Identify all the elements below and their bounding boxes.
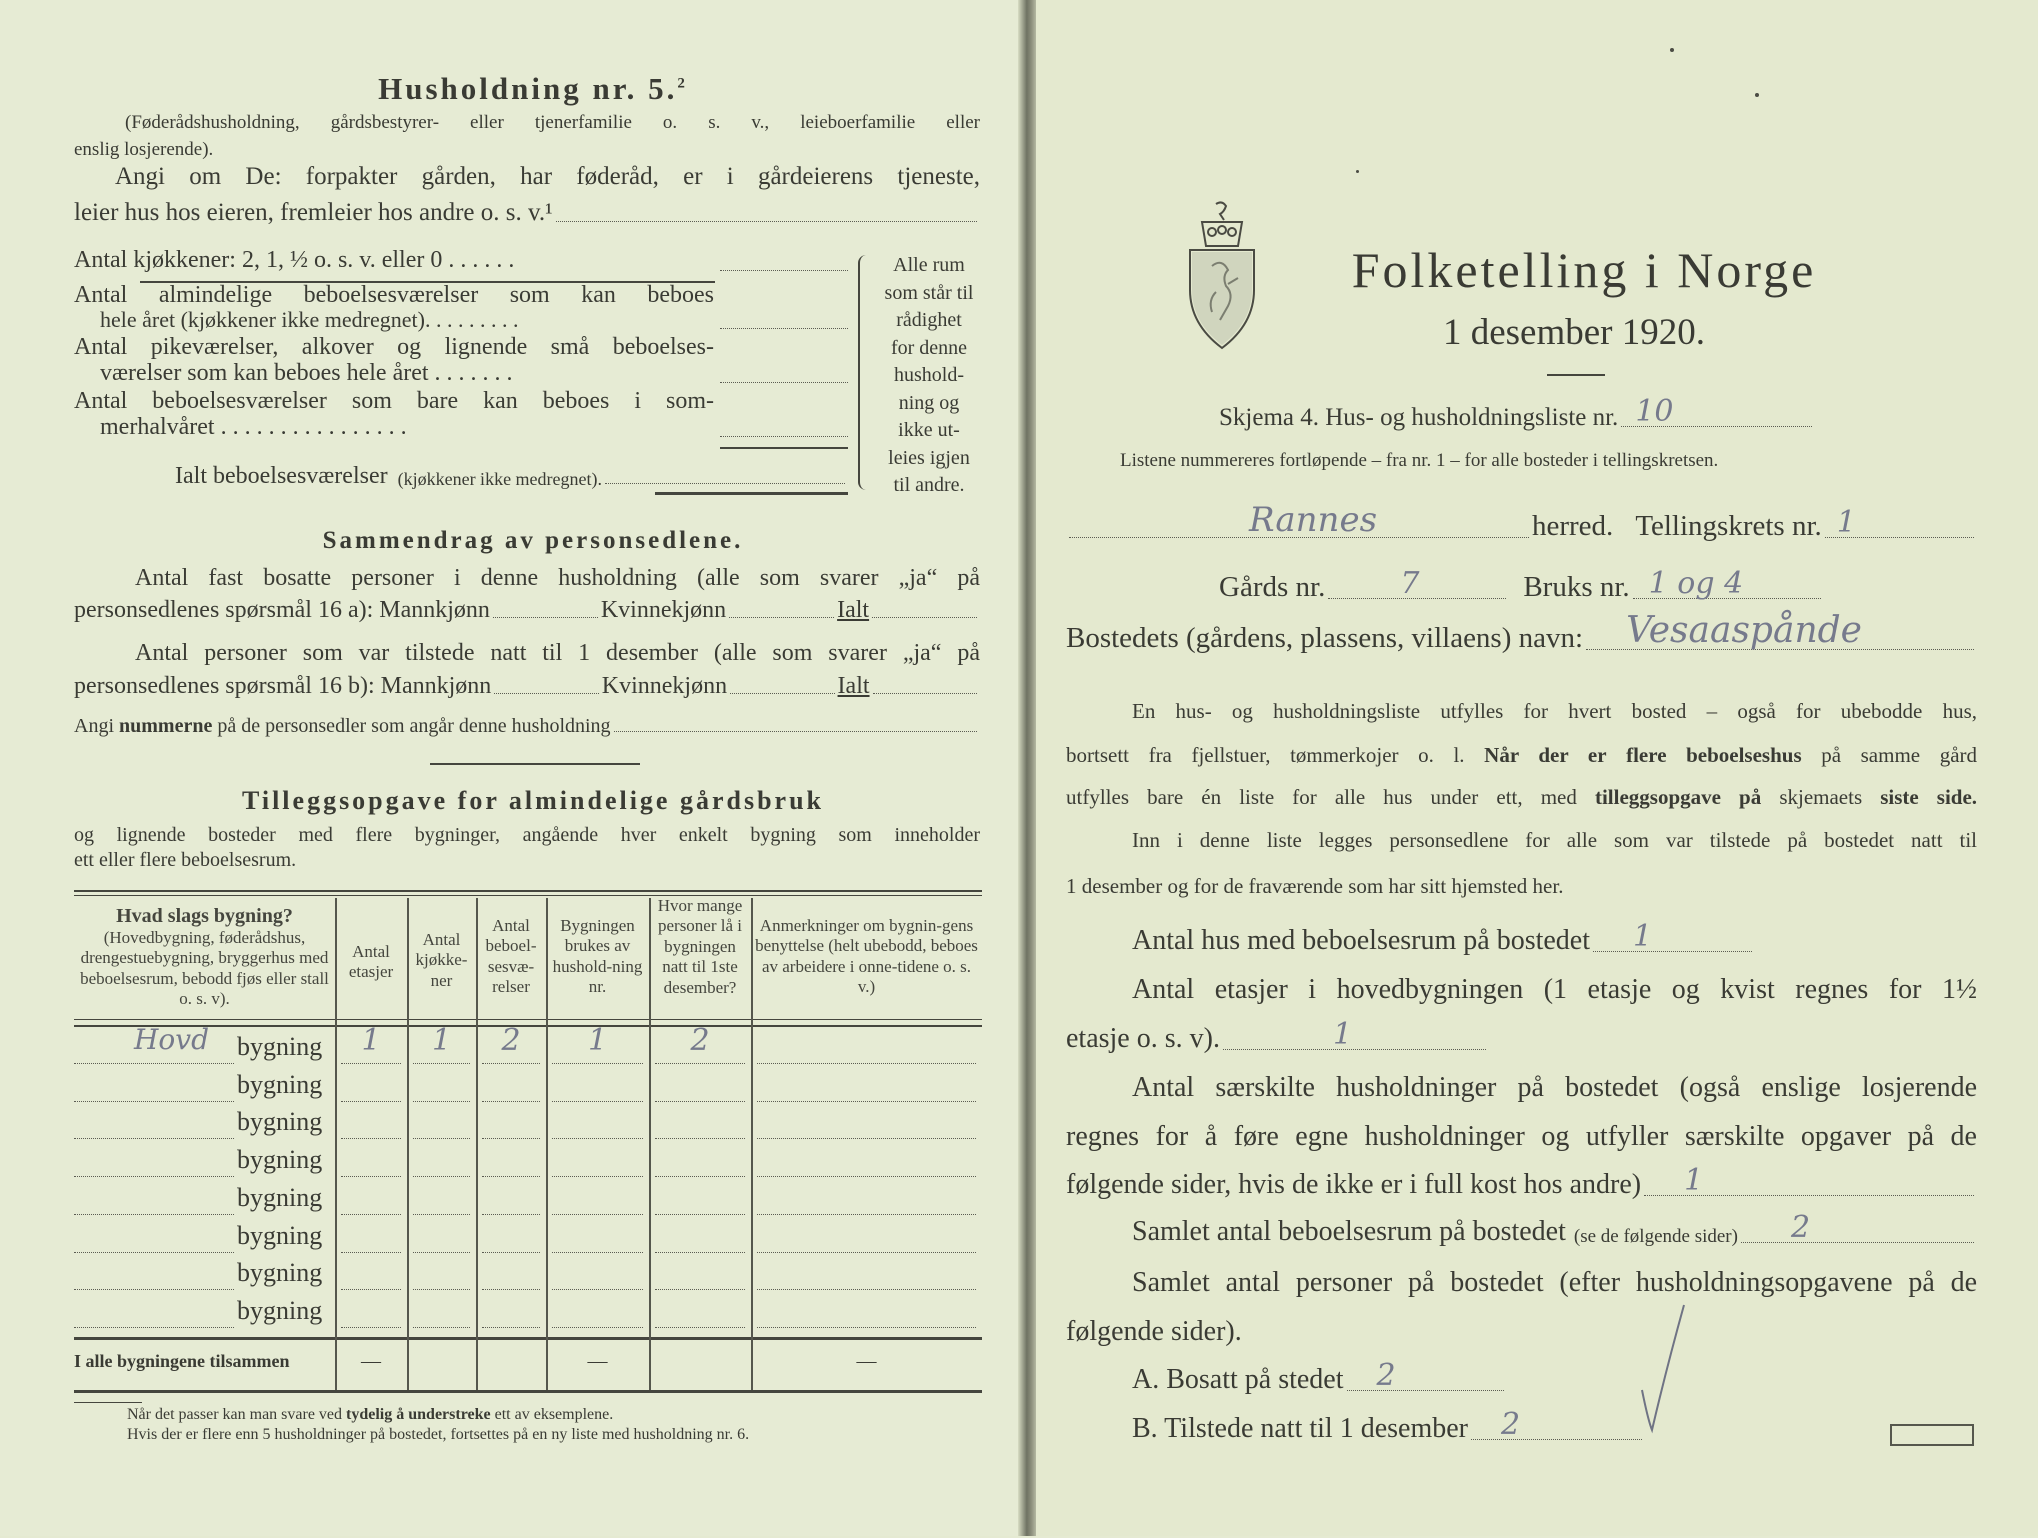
brace-note-line: leies igjen [874, 445, 984, 473]
table-cell-value: 2 [476, 1023, 546, 1538]
summary-b2: personsedlenes spørsmål 16 b): Mannkjønn Kvinnekjønn Ialt [74, 673, 980, 699]
summer-rooms-field[interactable] [720, 436, 848, 437]
resident-total-field[interactable] [872, 616, 977, 618]
brace-note-line: ikke ut- [874, 417, 984, 445]
right-page [1036, 0, 2038, 1536]
column-header: Anmerkninger om bygnin-gens benyttelse (helt ubebodd, beboes av arbeidere i onne-tidene o. s. v.) [754, 916, 979, 998]
table-cell-value [649, 1287, 751, 1538]
row-label: bygning [237, 1146, 322, 1175]
total-rooms-field[interactable] [605, 482, 845, 484]
total-rooms-line: Ialt beboelsesværelser (kjøkkener ikke medregnet). [175, 463, 848, 489]
present-female-field[interactable] [730, 692, 834, 694]
list-number-field[interactable]: 10 [1621, 425, 1812, 427]
rooms-summer-1: Antal beboelsesværelser som bare kan beboes i som- [74, 388, 714, 414]
rooms-ordinary-2: hele året (kjøkkener ikke medregnet). . . . . . . . . [100, 308, 714, 332]
column-header: Antal beboel-sesvæ-relser [479, 916, 543, 998]
footnote-2: Hvis der er flere enn 5 husholdninger på bostedet, fortsettes på en ny liste med husholdning nr. 6. [127, 1426, 749, 1444]
total-cell: — [546, 1350, 649, 1372]
column-header: Antal etasjer [338, 942, 404, 983]
present-total-field[interactable] [873, 692, 977, 694]
census-date: 1 desember 1920. [1374, 313, 1774, 354]
building-type-field[interactable] [74, 1101, 234, 1102]
q-households-2: regnes for å føre egne husholdninger og utfyller særskilte opgaver på de [1066, 1122, 1977, 1153]
q-resident: A. Bosatt på stedet 2 [1132, 1365, 1507, 1396]
houses-field[interactable]: 1 [1593, 950, 1752, 952]
instruction-1: En hus- og husholdningsliste utfylles for hvert bosted – også for ubebodde hus, [1132, 700, 1977, 723]
speck [1356, 170, 1359, 173]
resident-female-field[interactable] [729, 616, 834, 618]
total-cell: — [335, 1350, 407, 1372]
brace-note-line: rådighet [874, 307, 984, 335]
brace-note-line: ning og [874, 390, 984, 418]
bosted-field[interactable]: Vesaaspånde [1586, 648, 1974, 650]
total-cell: — [751, 1350, 982, 1372]
ordinary-rooms-field[interactable] [720, 328, 848, 329]
footnote-1: Når det passer kan man svare ved tydelig å understreke ett av eksemplene. [127, 1406, 613, 1424]
small-rooms-field[interactable] [720, 382, 848, 383]
rooms-field[interactable]: 2 [1741, 1241, 1974, 1243]
column-header: Bygningen brukes av hushold-ning nr. [549, 916, 646, 998]
intro-line-1: (Føderådshusholdning, gårdsbestyrer- eller tjenerfamilie o. s. v., leieboerfamilie eller [125, 113, 980, 134]
supplement-text-2: ett eller flere beboelsesrum. [74, 849, 296, 871]
herred-line: Rannes herred. Tellingskrets nr. 1 [1066, 511, 1977, 543]
gards-field[interactable]: 7 [1328, 597, 1506, 599]
column-header: Antal kjøkke-ner [410, 930, 473, 991]
q-floors-1: Antal etasjer i hovedbygningen (1 etasje og kvist regnes for 1½ [1132, 975, 1977, 1006]
q-persons-1: Samlet antal personer på bostedet (efter husholdningsopgavene på de [1132, 1268, 1977, 1299]
instruction-2: bortsett fra fjellstuer, tømmerkojer o. l. Når der er flere beboelseshus på samme gård [1066, 744, 1977, 767]
schema-line: Skjema 4. Hus- og husholdningsliste nr. 10 [1219, 404, 1815, 432]
angi-line-2: leier hus hos eieren, fremleier hos andre o. s. v.¹ [74, 199, 980, 227]
printer-stamp [1890, 1424, 1974, 1446]
brace-note-line: for denne [874, 335, 984, 363]
present-male-field[interactable] [494, 692, 598, 694]
brace [858, 255, 870, 490]
table-cell-value [751, 1287, 982, 1538]
rooms-kitchens: Antal kjøkkener: 2, 1, ½ o. s. v. eller 0 . . . . . . [74, 247, 714, 273]
brace-note [874, 252, 984, 500]
footnote-rule [74, 1402, 142, 1403]
brace-note-line: Alle rum [874, 252, 984, 280]
row-label: bygning [237, 1222, 322, 1251]
household-title: Husholdning nr. 5.$^2$ [233, 72, 833, 106]
q-houses: Antal hus med beboelsesrum på bostedet 1 [1132, 926, 1755, 957]
header-rule [74, 1019, 982, 1020]
building-type-value: Hovd [134, 1023, 209, 1538]
angi-line-1: Angi om De: forpakter gården, har føderåd, er i gårdeierens tjeneste, [115, 163, 980, 191]
rooms-small-2: værelser som kan beboes hele året . . . . . . . [100, 360, 714, 386]
resident-male-field[interactable] [493, 616, 598, 618]
bruks-field[interactable]: 1 og 4 [1633, 597, 1821, 599]
table-top-rule [74, 890, 982, 892]
divider [1547, 374, 1605, 376]
brace-note-line: hushold- [874, 362, 984, 390]
kitchens-field[interactable] [720, 270, 848, 271]
supplement-text-1: og lignende bosteder med flere bygninger, angående hver enkelt bygning som inneholder [74, 824, 980, 846]
q-households-3: følgende sider, hvis de ikke er i full kost hos andre) 1 [1066, 1170, 1977, 1201]
instruction-5: 1 desember og for de fraværende som har sitt hjemsted her. [1066, 875, 1563, 898]
households-field[interactable]: 1 [1644, 1194, 1974, 1196]
krets-field[interactable]: 1 [1825, 536, 1974, 538]
intro-line-2: enslig losjerende). [74, 140, 213, 161]
summary-a2: personsedlenes spørsmål 16 a): Mannkjønn Kvinnekjønn Ialt [74, 597, 980, 623]
divider [430, 763, 640, 765]
summary-title: Sammendrag av personsedlene. [233, 527, 833, 555]
table-cell-value: 1 [407, 1023, 476, 1538]
table-cell-value: 2 [649, 1023, 751, 1538]
q-households-1: Antal særskilte husholdninger på bostedet (også enslige losjerende [1132, 1073, 1977, 1104]
brace-note-line: som står til [874, 280, 984, 308]
q-rooms: Samlet antal beboelsesrum på bostedet (se de følgende sider) 2 [1132, 1217, 1977, 1248]
angi-field[interactable] [556, 220, 977, 222]
building-type-field[interactable] [74, 1327, 234, 1328]
floors-field[interactable]: 1 [1223, 1048, 1486, 1050]
q-floors-2: etasje o. s. v). 1 [1066, 1024, 1489, 1055]
row-label: bygning [237, 1259, 322, 1288]
speck [1755, 93, 1759, 97]
sum-rule [720, 447, 848, 449]
row-label: bygning [237, 1108, 322, 1137]
row-label: bygning [237, 1033, 322, 1062]
gards-line: Gårds nr. 7 Bruks nr. 1 og 4 [1219, 572, 1824, 604]
census-title: Folketelling i Norge [1286, 243, 1882, 298]
table-cell-value: 1 [335, 1023, 407, 1538]
total-row-label: I alle bygningene tilsammen [74, 1352, 290, 1372]
building-type-field[interactable] [74, 1252, 234, 1253]
coat-of-arms-icon [1186, 200, 1258, 350]
resident-field[interactable]: 2 [1347, 1389, 1504, 1391]
table-top-rule [74, 895, 982, 896]
rooms-summer-2: merhalvåret . . . . . . . . . . . . . . . . [100, 414, 714, 440]
supplement-title: Tilleggsopgave for almindelige gårdsbruk [133, 787, 933, 816]
q-persons-2: følgende sider). [1066, 1317, 1242, 1348]
instruction-3: utfylles bare én liste for alle hus under ett, med tilleggsopgave på skjemaets siste side. [1066, 786, 1977, 809]
checkmark-icon [1636, 1300, 1696, 1440]
building-type-field[interactable] [74, 1138, 234, 1139]
building-type-field[interactable] [74, 1289, 234, 1290]
summary-b1: Antal personer som var tilstede natt til 1 desember (alle som svarer „ja“ på [135, 640, 980, 666]
herred-field[interactable]: Rannes [1069, 536, 1529, 538]
numbers-field[interactable] [614, 730, 977, 732]
column-header: Hvor mange personer lå i bygningen natt til 1ste desember? [652, 896, 748, 998]
speck [1670, 48, 1674, 52]
rooms-small-1: Antal pikeværelser, alkover og lignende små beboelses- [74, 334, 714, 360]
building-type-field[interactable] [74, 1176, 234, 1177]
rooms-ordinary-1: Antal almindelige beboelsesværelser som kan beboes [74, 282, 714, 308]
brace-note-line: til andre. [874, 472, 984, 500]
q-present: B. Tilstede natt til 1 desember 2 [1132, 1414, 1645, 1445]
instruction-4: Inn i denne liste legges personsedlene for alle som var tilstede på bostedet natt til [1132, 829, 1977, 852]
row-label: bygning [237, 1071, 322, 1100]
numbering-note: Listene nummereres fortløpende – fra nr. 1 – for alle bosteder i tellingskretsen. [1120, 451, 1718, 472]
double-underline [655, 492, 848, 495]
present-field[interactable]: 2 [1471, 1438, 1642, 1440]
row-label: bygning [237, 1184, 322, 1213]
bosted-line: Bostedets (gårdens, plassens, villaens) navn: Vesaaspånde [1066, 623, 1977, 655]
header-building-type: Hvad slags bygning? (Hovedbygning, føderådshus, drengestuebygning, bryggerhus med beboelsesrum, bebodd fjøs eller stall o. s. v). [74, 904, 335, 1010]
summary-a1: Antal fast bosatte personer i denne husholdning (alle som svarer „ja“ på [135, 565, 980, 591]
building-type-field[interactable] [74, 1214, 234, 1215]
row-label: bygning [237, 1297, 322, 1326]
table-cell-value: 1 [546, 1023, 649, 1538]
numbers-line: Angi nummerne på de personsedler som angår denne husholdning [74, 715, 980, 737]
